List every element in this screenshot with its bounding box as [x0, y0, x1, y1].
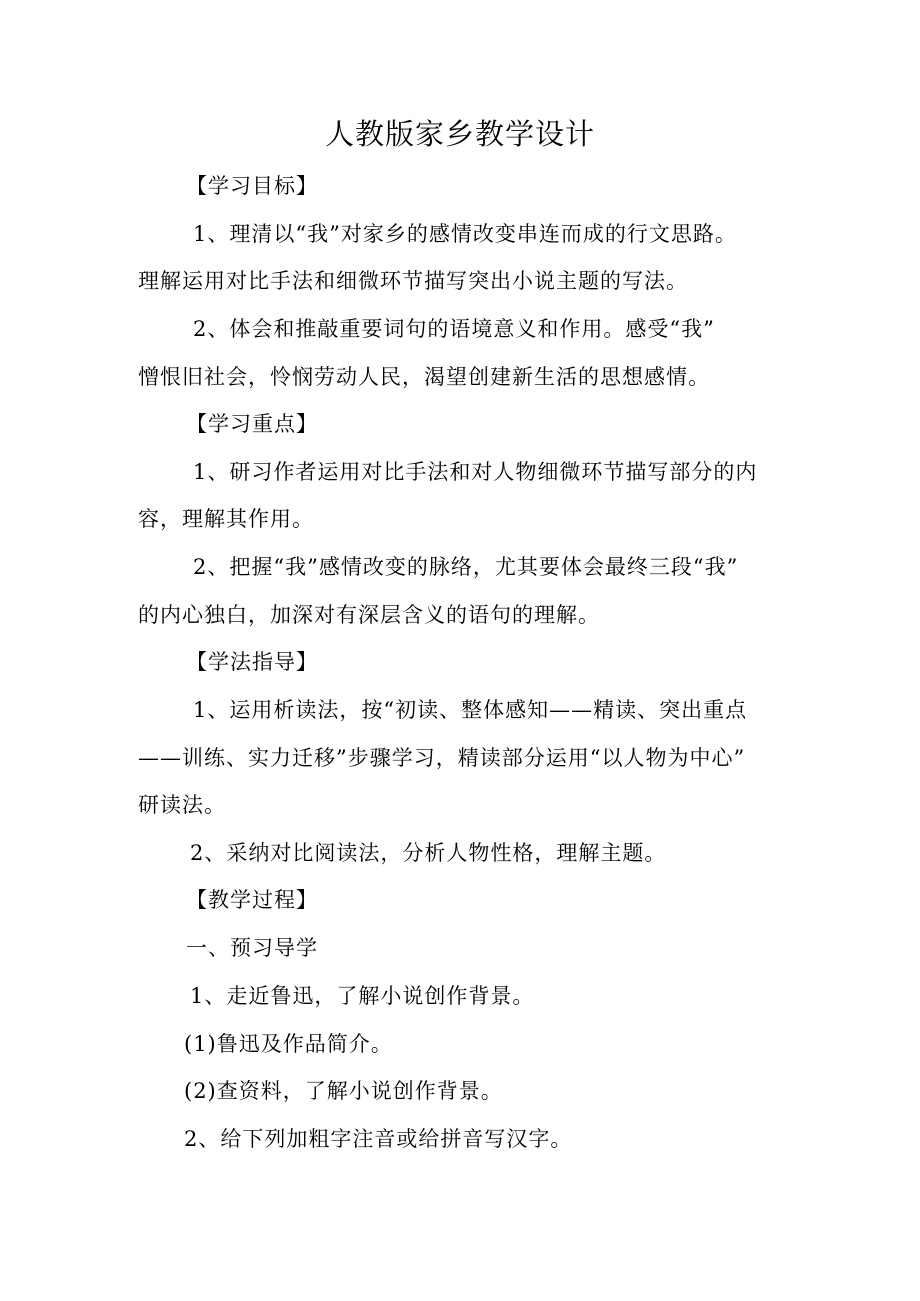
paragraph-line: 2、把握“我”感情改变的脉络，尤其要体会最终三段“我” [193, 555, 739, 579]
document-title: 人教版家乡教学设计 [324, 117, 595, 151]
paragraph-line: 1、理清以“我”对家乡的感情改变串连而成的行文思路。 [193, 222, 737, 246]
paragraph-line: 研读法。 [138, 793, 226, 817]
section-heading-method: 【学法指导】 [186, 650, 318, 674]
paragraph-line: 的内心独白，加深对有深层含义的语句的理解。 [138, 603, 600, 627]
paragraph-line: (1)鲁迅及作品简介。 [184, 1032, 393, 1056]
section-heading-objectives: 【学习目标】 [186, 174, 318, 198]
paragraph-line: 容，理解其作用。 [138, 507, 314, 531]
paragraph-line: 2、体会和推敲重要词句的语境意义和作用。感受“我” [193, 317, 715, 341]
paragraph-line: (2)查资料，了解小说创作背景。 [184, 1079, 503, 1103]
section-heading-process: 【教学过程】 [186, 888, 318, 912]
paragraph-line: 2、给下列加粗字注音或给拼音写汉字。 [184, 1127, 573, 1151]
paragraph-line: 1、走近鲁迅，了解小说创作背景。 [190, 984, 535, 1008]
subheading-preview: 一、预习导学 [186, 936, 318, 960]
section-heading-key-points: 【学习重点】 [186, 412, 318, 436]
paragraph-line: 憎恨旧社会，怜悯劳动人民，渴望创建新生活的思想感情。 [138, 365, 710, 389]
paragraph-line: 1、运用析读法，按“初读、整体感知——精读、突出重点 [193, 698, 748, 722]
paragraph-line: 理解运用对比手法和细微环节描写突出小说主题的写法。 [138, 269, 688, 293]
paragraph-line: ——训练、实力迁移”步骤学习，精读部分运用“以人物为中心” [138, 746, 746, 770]
paragraph-line: 1、研习作者运用对比手法和对人物细微环节描写部分的内 [193, 460, 758, 484]
paragraph-line: 2、采纳对比阅读法，分析人物性格，理解主题。 [190, 841, 667, 865]
